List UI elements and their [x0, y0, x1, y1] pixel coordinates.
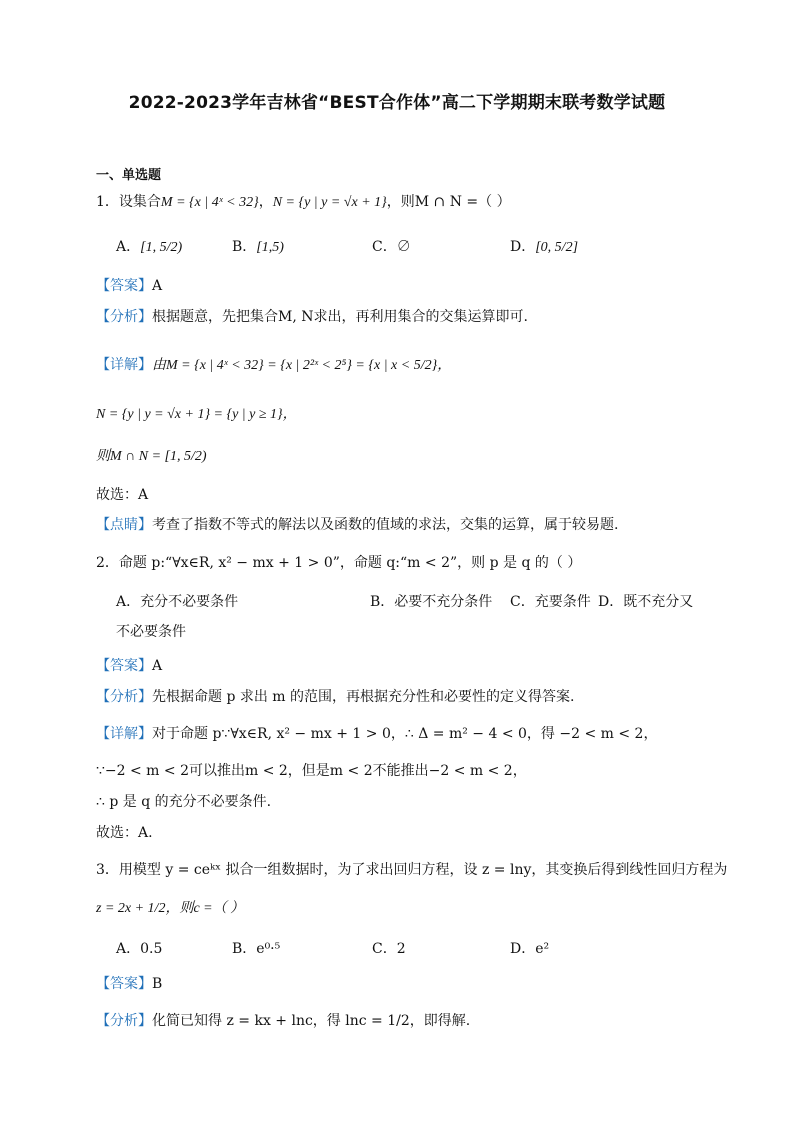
analysis-tag: 【分析】: [96, 689, 152, 705]
q1-analysis-text: 根据题意，先把集合M, N求出，再利用集合的交集运算即可.: [152, 309, 528, 325]
answer-tag: 【答案】: [96, 658, 152, 674]
q1-choose: 故选：A: [96, 487, 149, 503]
answer-tag: 【答案】: [96, 278, 152, 294]
q1-option-a-label: A．: [116, 239, 141, 255]
detail-tag: 【详解】: [96, 726, 152, 742]
q1-option-c-label: C．: [372, 239, 397, 255]
q1-option-c: [372, 238, 411, 256]
q3-analysis-text: 化简已知得 z = kx + lnc，得 lnc = 1/2，即得解.: [152, 1013, 471, 1029]
q2-detail-line2: ∵−2 < m < 2可以推出m < 2，但是m < 2不能推出−2 < m < 2，: [96, 763, 527, 779]
q1-stem-prefix: 1．设集合: [96, 194, 161, 210]
q1-option-a: [116, 238, 182, 257]
q2-answer: [96, 657, 162, 675]
q1-set-n: N = {y | y = √x + 1}: [272, 195, 387, 210]
detail-tag: 【详解】: [96, 357, 152, 373]
q3-stem-line2: z = 2x + 1/2，则c =（ ）: [96, 901, 245, 916]
analysis-tag: 【分析】: [96, 1013, 152, 1029]
q1-detail-line1: [96, 356, 451, 375]
q2-option-a: A．充分不必要条件: [116, 594, 239, 610]
q3-answer: [96, 975, 162, 993]
q1-detail-line3: 则M ∩ N = [1, 5/2): [96, 449, 207, 464]
q3-stem: 3．用模型 y = ceᵏˣ 拟合一组数据时，为了求出回归方程，设 z = lny，其变换后得到线性回归方程为: [96, 862, 728, 878]
q3-option-a: A．0.5: [116, 941, 163, 957]
q2-option-d-cont: 不必要条件: [116, 624, 186, 640]
comment-tag: 【点睛】: [96, 517, 152, 533]
q2-option-b: B．必要不充分条件: [370, 594, 493, 610]
q1-analysis: [96, 308, 528, 326]
q1-option-d-label: D．: [510, 239, 536, 255]
q2-option-c: C．充要条件: [510, 594, 591, 610]
analysis-tag: 【分析】: [96, 309, 152, 325]
answer-tag: 【答案】: [96, 976, 152, 992]
q2-detail-line3: ∴ p 是 q 的充分不必要条件.: [96, 794, 272, 810]
q3-option-b: B．e⁰·⁵: [232, 941, 281, 957]
q1-stem: 1．设集合M = {x | 4ˣ < 32}，N = {y | y = √x + 1}，则M ∩ N =（ ）: [96, 194, 511, 210]
q2-analysis: [96, 688, 575, 706]
q2-choose: 故选：A.: [96, 825, 153, 841]
q1-stem-suffix: ，则M ∩ N =（ ）: [386, 194, 511, 210]
q2-answer-value: A: [152, 658, 163, 674]
q1-option-b-value: [1,5): [256, 240, 284, 255]
q1-detail-line2: N = {y | y = √x + 1} = {y | y ≥ 1}，: [96, 407, 297, 422]
q1-answer-value: A: [152, 278, 163, 294]
q3-option-d: D．e²: [510, 941, 550, 957]
q1-option-b: [232, 238, 284, 257]
q3-analysis: [96, 1012, 470, 1030]
q1-option-b-label: B．: [232, 239, 257, 255]
page-title: 2022-2023学年吉林省“BEST合作体”高二下学期期末联考数学试题: [128, 93, 666, 113]
q3-answer-value: B: [152, 976, 163, 992]
q2-detail-text1: 对于命题 p∵∀x∈R, x² − mx + 1 > 0，∴ Δ = m² − 4 < 0，得 −2 < m < 2，: [152, 726, 658, 742]
q2-option-d: D．既不充分又: [598, 594, 694, 610]
q1-option-c-value: ∅: [396, 239, 411, 255]
q1-comment: [96, 516, 618, 534]
q1-comment-text: 考查了指数不等式的解法以及函数的值域的求法，交集的运算，属于较易题.: [152, 517, 619, 533]
q2-detail-line1: [96, 725, 657, 743]
q1-option-d-value: [0, 5/2]: [535, 240, 579, 255]
q1-answer: [96, 277, 162, 295]
q1-option-d: [510, 238, 578, 257]
section-heading: 一、单选题: [96, 168, 162, 183]
q1-set-m: M = {x | 4ˣ < 32}: [160, 195, 259, 210]
q1-option-a-value: [1, 5/2): [140, 240, 183, 255]
q1-detail-text1: 由M = {x | 4ˣ < 32} = {x | 2²ˣ < 2⁵} = {x | x < 5/2}，: [152, 358, 452, 373]
q2-stem: 2．命题 p:“∀x∈R, x² − mx + 1 > 0”，命题 q:“m < 2”，则 p 是 q 的（ ）: [96, 555, 582, 571]
q3-option-c: C．2: [372, 941, 406, 957]
q2-analysis-text: 先根据命题 p 求出 m 的范围，再根据充分性和必要性的定义得答案.: [152, 689, 575, 705]
